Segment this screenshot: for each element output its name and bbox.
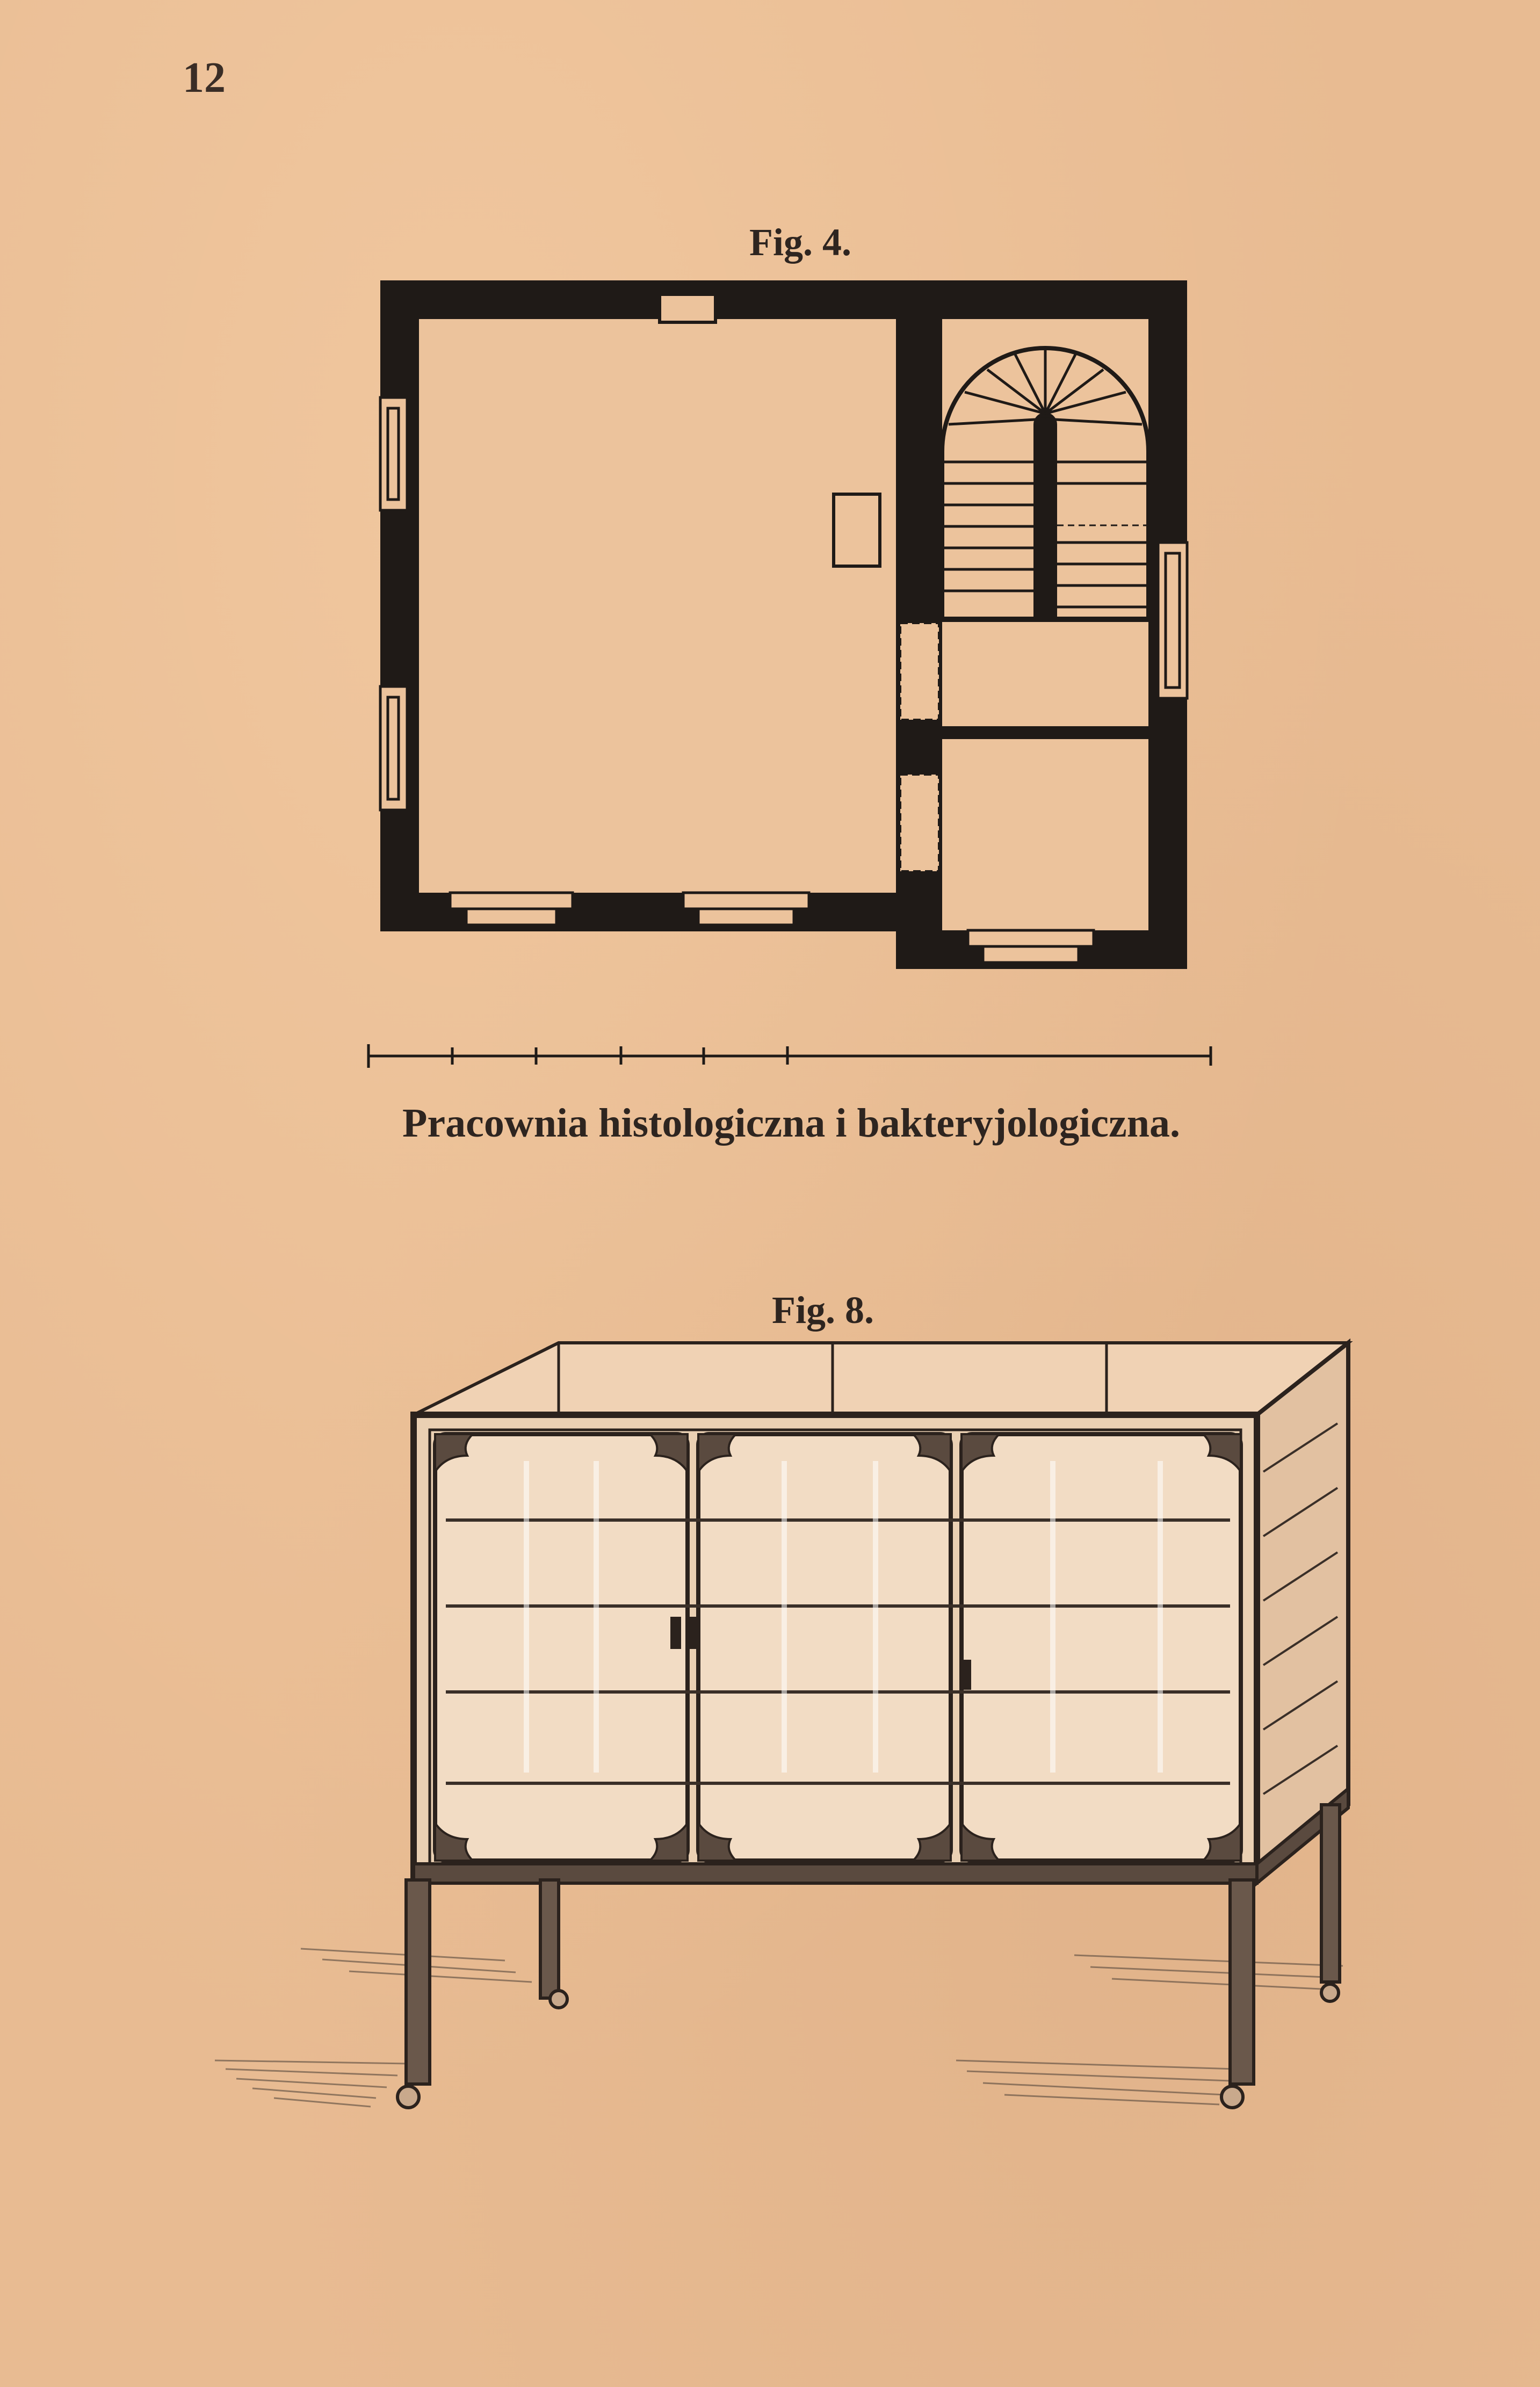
- figure-8-caption: Fig. 8.: [772, 1289, 874, 1332]
- page-number: 12: [183, 54, 226, 102]
- figure-4-caption: Fig. 4.: [749, 221, 851, 264]
- figure-4-title: Pracownia histologiczna i bakteryjologiczna.: [402, 1101, 1181, 1146]
